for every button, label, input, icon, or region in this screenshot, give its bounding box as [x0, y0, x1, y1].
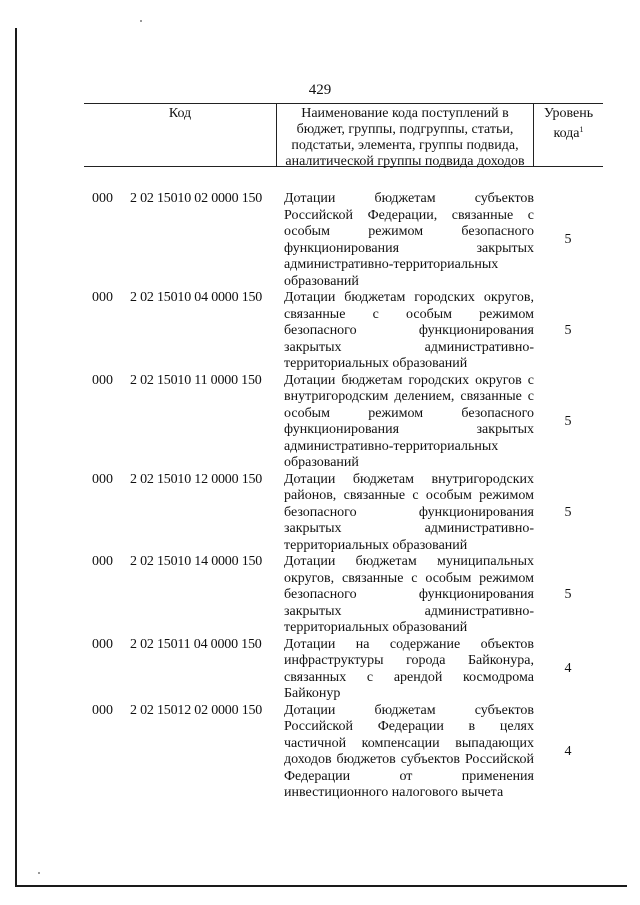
income-code: 2 02 15010 02 0000 150 — [130, 191, 263, 206]
table-row — [92, 373, 602, 472]
scan-speck — [38, 872, 40, 874]
code-level: 5 — [564, 587, 572, 602]
header-code: Код — [84, 104, 277, 166]
table-row — [92, 554, 602, 637]
income-name: Дотации бюджетам субъектов Российской Федерации, связанные с особым режимом безопасного функционирования закрытых административно-территориальных образований — [284, 191, 534, 289]
income-code: 2 02 15012 02 0000 150 — [130, 702, 263, 718]
page-frame-bottom — [15, 885, 627, 887]
table-row — [92, 472, 602, 555]
income-name: Дотации бюджетам внутригородских районов, связанные с особым режимом безопасного функционирования закрытых административно-территориальных образований — [284, 471, 534, 553]
income-name: Дотации на содержание объектов инфраструктуры города Байконура, связанных с арендой космодрома Байконур — [284, 636, 534, 701]
admin-code: 000 — [92, 372, 113, 388]
income-code: 2 02 15010 14 0000 150 — [130, 554, 263, 569]
income-name: Дотации бюджетам субъектов Российской Федерации в целях частичной компенсации выпадающих доходов бюджетов субъектов Российской Федерации от применения инвестиционного налогового вычета — [284, 702, 534, 800]
income-name: Дотации бюджетам городских округов с внутригородским делением, связанные с особым режимом безопасного функционирования закрытых административно-территориальных образований — [284, 372, 534, 470]
header-level-label: Уровень кода — [543, 106, 594, 141]
income-name: Дотации бюджетам городских округов, связанные с особым режимом безопасного функционирования закрытых административно-территориальных образований — [284, 290, 534, 371]
code-level: 5 — [564, 413, 572, 429]
table-row — [92, 290, 602, 373]
admin-code: 000 — [92, 471, 113, 487]
page-frame-left — [15, 28, 17, 886]
code-level: 4 — [564, 661, 572, 677]
table-row — [92, 703, 602, 802]
code-level: 5 — [564, 504, 572, 520]
table-header — [84, 103, 603, 167]
table-row — [92, 191, 602, 290]
income-code: 2 02 15011 04 0000 150 — [130, 636, 262, 652]
code-level: 5 — [564, 232, 572, 248]
admin-code: 000 — [92, 554, 113, 569]
income-code: 2 02 15010 04 0000 150 — [130, 290, 263, 305]
page-number: 429 — [308, 82, 332, 98]
admin-code: 000 — [92, 702, 113, 718]
header-name: Наименование кода поступлений в бюджет, группы, подгруппы, статьи, подстатьи, элемента, группы подвида, аналитической группы подвида доходов — [277, 104, 534, 166]
header-level-footnote: 1 — [579, 125, 584, 134]
admin-code: 000 — [92, 290, 113, 305]
income-code: 2 02 15010 11 0000 150 — [130, 372, 262, 388]
scan-speck — [140, 20, 142, 22]
code-level: 4 — [564, 743, 572, 759]
header-level — [534, 104, 603, 166]
table-body — [92, 191, 602, 802]
admin-code: 000 — [92, 636, 113, 652]
table-row — [92, 637, 602, 703]
admin-code: 000 — [92, 191, 113, 206]
income-code: 2 02 15010 12 0000 150 — [130, 471, 263, 487]
income-name: Дотации бюджетам муниципальных округов, связанные с особым режимом безопасного функционирования закрытых административно-территориальных образований — [284, 554, 534, 635]
code-level: 5 — [564, 323, 572, 338]
